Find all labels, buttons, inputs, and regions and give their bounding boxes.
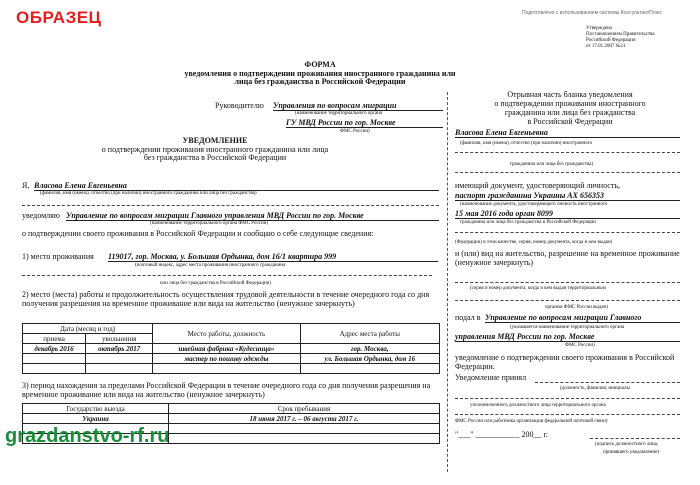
notify-label: уведомляю: [22, 211, 60, 220]
approval-line: от 17.01.2007 №21: [586, 44, 626, 49]
accepted-caption: (должность, фамилия, инициалы: [560, 386, 630, 391]
notice-title: [80, 137, 350, 163]
addressee-org: ГУ МВД России по гор. Москве: [286, 118, 443, 128]
date-line: "___" ___________ 200__ г.: [455, 430, 548, 439]
item1-caption: (почтовый индекс, адрес места проживания иностранного гражданина: [135, 263, 286, 268]
cell-period: 18 июня 2017 г. – 06 августа 2017 г.: [168, 414, 439, 424]
form-title-line: ФОРМА: [304, 60, 336, 69]
doc-value: паспорт гражданина Украины АХ 656353: [455, 191, 680, 201]
item1-value: 119017, гор. Москва, у. Большая Ордынка, дом 16/1 квартира 999: [108, 252, 438, 262]
tear-off-title-line: гражданина или лица без гражданства: [504, 108, 636, 117]
item1-label: 1) место проживания: [22, 252, 94, 261]
blank-line: [22, 205, 439, 206]
item2-text: 2) место (места) работы и продолжительность осуществления трудовой деятельности в течение очередного года со дня получения разрешения на временное проживание или вида на жительство (ненужное зачеркнуть): [22, 290, 430, 308]
official-caption: уполномоченного должностного лица территориального органа: [470, 403, 606, 408]
permit-caption-2: органом ФМС России выдан): [545, 305, 608, 310]
approval-line: Постановлением Правительства: [586, 32, 655, 37]
applicant-prefix: Я,: [22, 181, 30, 190]
sign-caption-2: принявшего уведомление): [603, 450, 659, 455]
blank-line: [455, 282, 680, 283]
filed-caption-2: ФМС России): [565, 343, 595, 348]
header-place: Место работы, должность: [153, 324, 300, 344]
doc-text: имеющий документ, удостоверяющий личность,: [455, 181, 620, 190]
blank-line: [22, 275, 432, 276]
applicant-name: Власова Елена Евгеньевна: [34, 181, 439, 191]
doc-caption-3: (Федерации) в этом качестве, серия, номер документа, когда и кем выдан): [455, 240, 613, 245]
confirm-text: о подтверждении своего проживания в Российской Федерации и сообщаю о себе следующие сведения:: [22, 229, 374, 238]
notice-title-line: без гражданства в Российской Федерации: [143, 153, 287, 162]
header-state: Государство выезда: [23, 404, 169, 414]
permit-caption: (серия и номер документа, когда и кем выдан территориальным: [470, 286, 606, 291]
blank-line: [455, 232, 680, 233]
blank-line: [455, 172, 680, 173]
notice-title-line: УВЕДОМЛЕНИЕ: [182, 136, 248, 145]
notify-value: Управление по вопросам миграции Главного управления МВД России по гор. Москве: [66, 211, 439, 221]
tear-off-name-caption: (фамилия, имя (имена), отчество (при наличии) иностранного: [460, 141, 593, 146]
header-address: Адрес места работы: [300, 324, 439, 344]
tear-off-divider: [447, 92, 448, 472]
cell-address-2: ул. Большая Ордынка, дом 16: [300, 354, 439, 364]
item1-caption2: или лица без гражданства в Российской Федерации): [160, 281, 272, 286]
accepted-label: Уведомление принял: [455, 373, 527, 382]
blank-line: [455, 300, 680, 301]
item3-text: 3) период нахождения за пределами Российской Федерации в течение очередного года со дня получения разрешения на временное проживание или вида на жительство (ненужное зачеркнуть): [22, 381, 431, 399]
doc-caption-2: гражданина или лица без гражданства в Российской Федерации: [460, 220, 596, 225]
blank-line: [535, 382, 680, 383]
signature-line: [590, 438, 680, 439]
tear-off-name-caption2: гражданина или лица без гражданства): [510, 162, 594, 167]
blank-line: [455, 414, 680, 415]
notice-title-line: о подтверждении проживания иностранного гражданина или лица: [101, 144, 329, 154]
filed-label: подал в: [455, 313, 481, 322]
site-watermark: grazdanstvo-rf.ru: [5, 425, 170, 447]
cell-place: швейная фабрика «Кудесница»: [153, 344, 300, 354]
doc-value-2: 15 мая 2016 года орган 8099: [455, 209, 680, 219]
addressee-caption: (наименование территориального органа: [295, 111, 383, 116]
cell-state: Украина: [23, 414, 169, 424]
header-period: Срок пребывания: [168, 404, 439, 414]
sign-caption: (подпись должностного лица,: [595, 442, 659, 447]
addressee-label: Руководителю: [215, 101, 264, 110]
approval-block: [586, 26, 655, 50]
tear-off-title-line: о подтверждении проживания иностранного: [494, 99, 646, 108]
addressee-org-caption: ФМС России): [340, 129, 370, 134]
permit-text: и (или) вид на жительство, разрешение на временное проживание (ненужное зачеркнуть): [455, 249, 680, 267]
cell-fire: октябрь 2017: [86, 344, 153, 354]
tear-off-title: [460, 90, 680, 126]
approval-line: Российской Федерации: [586, 38, 636, 43]
addressee-value: Управления по вопросам миграции: [273, 101, 443, 111]
tear-off-name: Власова Елена Евгеньевна: [455, 128, 680, 138]
header-hire: приема: [23, 334, 86, 344]
filed-value: Управление по вопросам миграции Главного: [485, 313, 680, 323]
form-title: [150, 61, 490, 87]
tear-off-title-line: Отрывная часть бланка уведомления: [507, 90, 633, 99]
cell-hire: декабрь 2016: [23, 344, 86, 354]
consultant-note: Подготовлено с использованием системы КонсультантПлюс: [522, 10, 662, 16]
applicant-caption: (фамилия, имя (имена), отчество (при наличии) иностранного гражданина или лица без гражданства): [40, 191, 257, 196]
cell-address: гор. Москва,: [300, 344, 439, 354]
form-title-line: лица без гражданства в Российской Федерации: [234, 77, 406, 86]
tear-off-title-line: в Российской Федерации: [527, 117, 613, 126]
form-title-line: уведомления о подтверждении проживания иностранного гражданина или: [184, 68, 456, 78]
doc-caption: (наименование документа, удостоверяющего личность иностранного: [460, 202, 608, 207]
notify-caption: (наименование территориального органа ФМС России): [150, 221, 269, 226]
header-fire: увольнения: [86, 334, 153, 344]
fms-caption: ФМС России или работника организации федеральной почтовой связи): [455, 419, 608, 424]
filed-value-2: управления МВД России по гор. Москве: [455, 332, 680, 342]
filed-caption: (указывается наименование территориального органа: [510, 325, 625, 330]
header-date: Дата (месяц и год): [23, 324, 153, 334]
approval-line: Утверждена: [586, 26, 612, 31]
sample-watermark: ОБРАЗЕЦ: [16, 8, 102, 27]
cell-position: мастер по пошиву одежды: [153, 354, 300, 364]
blank-line: [455, 398, 680, 399]
tear-off-notice: уведомление о подтверждении своего проживания в Российской Федерации.: [455, 353, 675, 371]
work-table: [22, 323, 440, 374]
blank-line: [455, 152, 680, 153]
